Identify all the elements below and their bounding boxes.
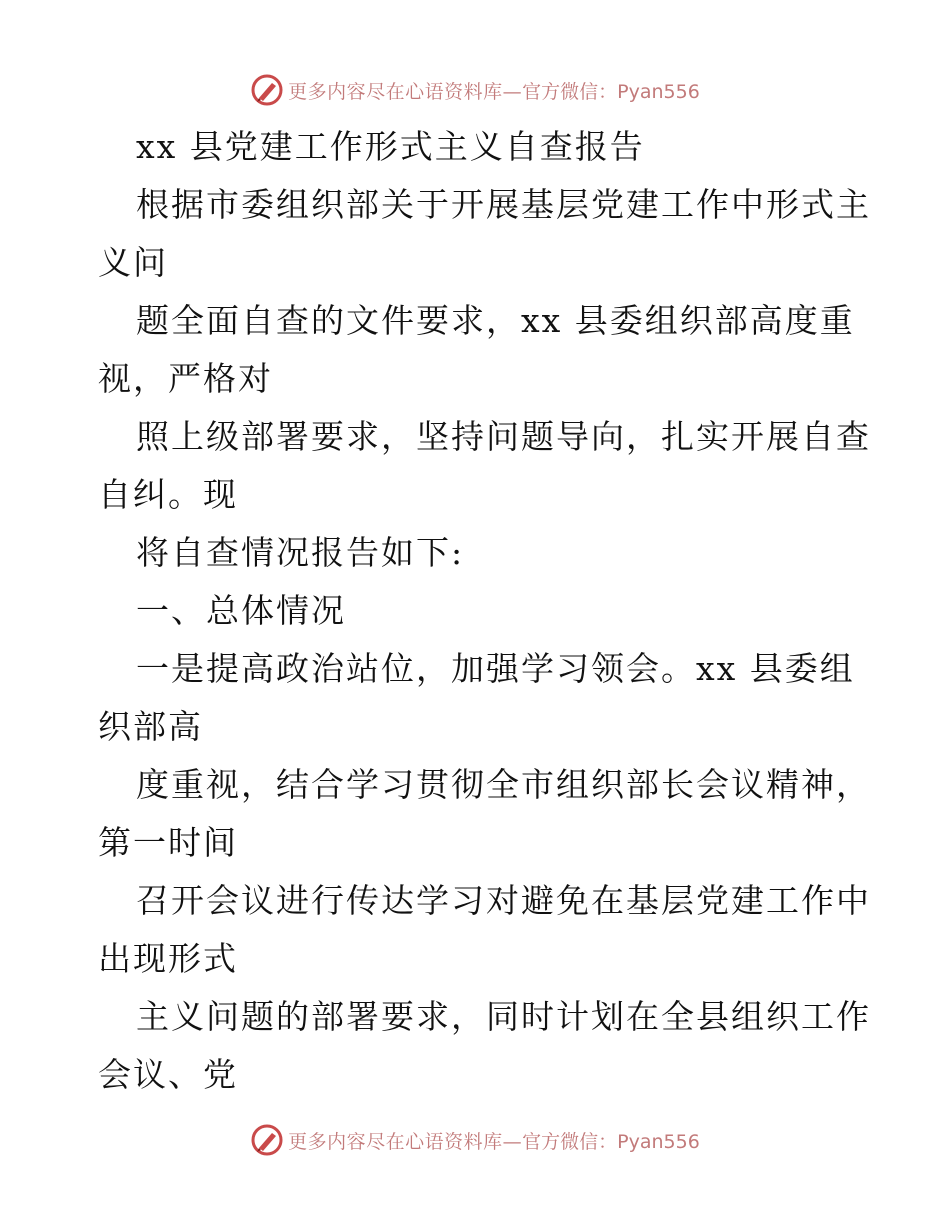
text-line: 织部高 bbox=[98, 707, 203, 746]
section-heading: 一、总体情况 bbox=[136, 591, 346, 630]
text-line: 题全面自查的文件要求，xx 县委组织部高度重 bbox=[136, 301, 855, 340]
text-line: 度重视，结合学习贯彻全市组织部长会议精神， bbox=[136, 765, 871, 804]
text-line: 将自查情况报告如下: bbox=[136, 533, 465, 572]
text-line: 自纠。现 bbox=[98, 475, 238, 514]
header-watermark bbox=[0, 70, 950, 110]
text-line: 出现形式 bbox=[98, 939, 238, 978]
document-body bbox=[98, 118, 871, 1104]
text-line: 视，严格对 bbox=[98, 359, 273, 398]
footer-watermark bbox=[0, 1120, 950, 1160]
pen-logo-icon bbox=[250, 1123, 284, 1157]
watermark-contact: 官方微信：Pyan556 bbox=[522, 80, 700, 103]
text-line: 义问 bbox=[98, 243, 168, 282]
text-line: 会议、党 bbox=[98, 1055, 238, 1094]
document-title: xx 县党建工作形式主义自查报告 bbox=[136, 127, 645, 166]
text-line: 第一时间 bbox=[98, 823, 238, 862]
text-line: 一是提高政治站位，加强学习领会。xx 县委组 bbox=[136, 649, 855, 688]
watermark-text: 更多内容尽在心语资料库— bbox=[288, 1130, 523, 1153]
watermark-text: 更多内容尽在心语资料库— bbox=[288, 80, 523, 103]
watermark-contact: 官方微信：Pyan556 bbox=[522, 1130, 700, 1153]
text-line: 照上级部署要求，坚持问题导向，扎实开展自查 bbox=[136, 417, 871, 456]
text-line: 召开会议进行传达学习对避免在基层党建工作中 bbox=[136, 881, 871, 920]
text-line: 主义问题的部署要求，同时计划在全县组织工作 bbox=[136, 997, 871, 1036]
pen-logo-icon bbox=[250, 73, 284, 107]
text-line: 根据市委组织部关于开展基层党建工作中形式主 bbox=[136, 185, 871, 224]
